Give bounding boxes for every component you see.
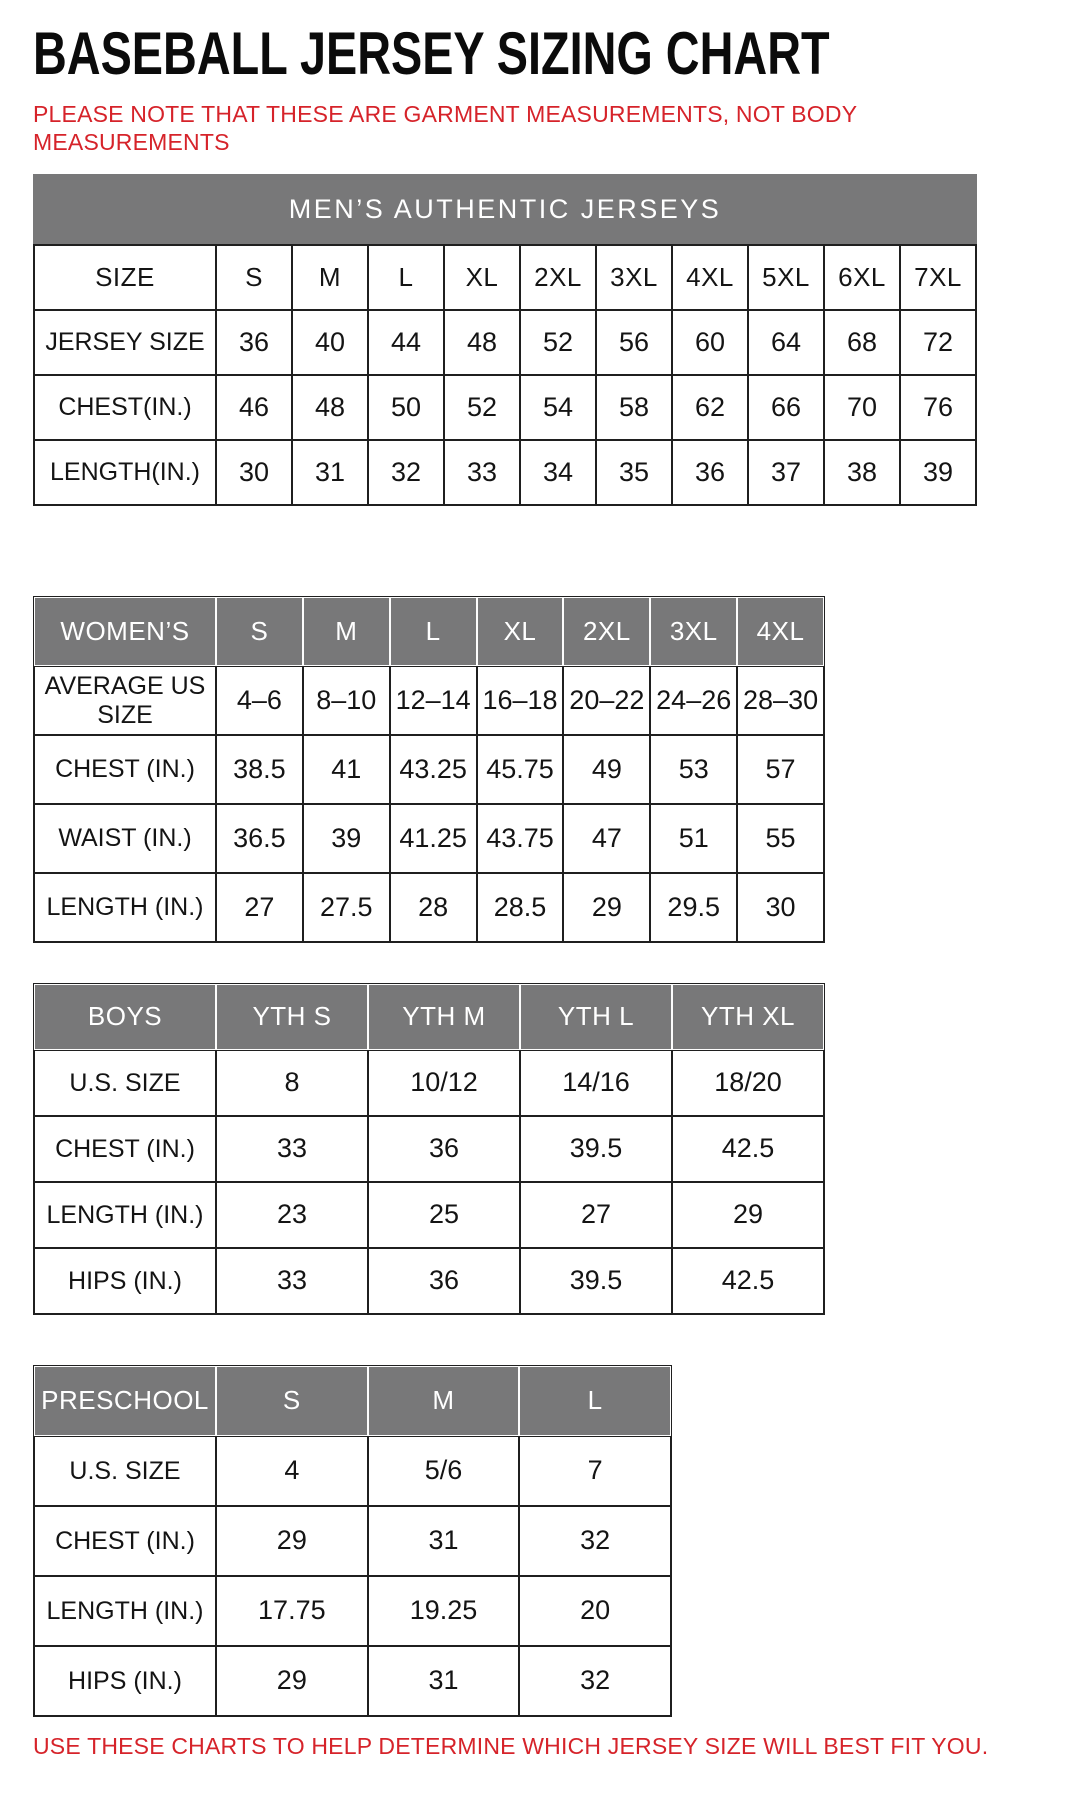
boys-value-cell: 23 xyxy=(216,1182,368,1248)
mens-sizing-table xyxy=(33,244,977,506)
womens-value-cell: 38.5 xyxy=(216,735,303,804)
preschool-value-cell: 31 xyxy=(368,1646,520,1716)
womens-column-header: 2XL xyxy=(563,597,650,666)
womens-sizing-table xyxy=(33,596,825,943)
womens-row-label: WAIST (IN.) xyxy=(34,804,216,873)
preschool-column-header: M xyxy=(368,1366,520,1436)
womens-column-header: 3XL xyxy=(650,597,737,666)
womens-value-cell: 28–30 xyxy=(737,666,824,735)
mens-value-cell: 33 xyxy=(444,440,520,505)
preschool-column-header: PRESCHOOL xyxy=(34,1366,216,1436)
womens-value-cell: 16–18 xyxy=(477,666,564,735)
preschool-value-cell: 29 xyxy=(216,1646,368,1716)
womens-value-cell: 29.5 xyxy=(650,873,737,942)
footer-note: USE THESE CHARTS TO HELP DETERMINE WHICH JERSEY SIZE WILL BEST FIT YOU. xyxy=(33,1733,989,1759)
preschool-value-cell: 31 xyxy=(368,1506,520,1576)
boys-value-cell: 36 xyxy=(368,1248,520,1314)
boys-column-header: BOYS xyxy=(34,984,216,1050)
preschool-sizing-table xyxy=(33,1365,672,1717)
womens-value-cell: 12–14 xyxy=(390,666,477,735)
womens-value-cell: 28 xyxy=(390,873,477,942)
mens-value-cell: 48 xyxy=(292,375,368,440)
womens-column-header: M xyxy=(303,597,390,666)
mens-column-header: L xyxy=(368,245,444,310)
mens-value-cell: 36 xyxy=(216,310,292,375)
womens-value-cell: 55 xyxy=(737,804,824,873)
boys-value-cell: 29 xyxy=(672,1182,824,1248)
garment-measurement-note: PLEASE NOTE THAT THESE ARE GARMENT MEASUREMENTS, NOT BODY MEASUREMENTS xyxy=(33,101,857,155)
mens-value-cell: 52 xyxy=(520,310,596,375)
mens-value-cell: 38 xyxy=(824,440,900,505)
womens-column-header: WOMEN’S xyxy=(34,597,216,666)
preschool-value-cell: 5/6 xyxy=(368,1436,520,1506)
mens-column-header: 6XL xyxy=(824,245,900,310)
boys-value-cell: 27 xyxy=(520,1182,672,1248)
womens-value-cell: 24–26 xyxy=(650,666,737,735)
womens-row-label: AVERAGE US SIZE xyxy=(34,666,216,735)
mens-value-cell: 54 xyxy=(520,375,596,440)
preschool-value-cell: 32 xyxy=(519,1506,671,1576)
mens-value-cell: 48 xyxy=(444,310,520,375)
mens-value-cell: 31 xyxy=(292,440,368,505)
mens-value-cell: 62 xyxy=(672,375,748,440)
preschool-column-header: S xyxy=(216,1366,368,1436)
womens-value-cell: 39 xyxy=(303,804,390,873)
mens-column-header: 3XL xyxy=(596,245,672,310)
mens-value-cell: 58 xyxy=(596,375,672,440)
boys-column-header: YTH XL xyxy=(672,984,824,1050)
boys-row-label: HIPS (IN.) xyxy=(34,1248,216,1314)
womens-value-cell: 20–22 xyxy=(563,666,650,735)
womens-value-cell: 43.25 xyxy=(390,735,477,804)
mens-value-cell: 66 xyxy=(748,375,824,440)
boys-value-cell: 36 xyxy=(368,1116,520,1182)
mens-column-header: S xyxy=(216,245,292,310)
mens-row-label: JERSEY SIZE xyxy=(34,310,216,375)
boys-value-cell: 42.5 xyxy=(672,1248,824,1314)
boys-column-header: YTH S xyxy=(216,984,368,1050)
womens-value-cell: 41 xyxy=(303,735,390,804)
boys-value-cell: 42.5 xyxy=(672,1116,824,1182)
womens-value-cell: 45.75 xyxy=(477,735,564,804)
preschool-value-cell: 17.75 xyxy=(216,1576,368,1646)
preschool-row-label: CHEST (IN.) xyxy=(34,1506,216,1576)
boys-value-cell: 10/12 xyxy=(368,1050,520,1116)
boys-row-label: CHEST (IN.) xyxy=(34,1116,216,1182)
preschool-column-header: L xyxy=(519,1366,671,1436)
mens-row-label: LENGTH(IN.) xyxy=(34,440,216,505)
womens-row-label: CHEST (IN.) xyxy=(34,735,216,804)
mens-value-cell: 44 xyxy=(368,310,444,375)
boys-value-cell: 14/16 xyxy=(520,1050,672,1116)
mens-value-cell: 70 xyxy=(824,375,900,440)
mens-column-header: M xyxy=(292,245,368,310)
page-title: BASEBALL JERSEY SIZING CHART xyxy=(33,20,830,87)
mens-value-cell: 50 xyxy=(368,375,444,440)
womens-value-cell: 47 xyxy=(563,804,650,873)
mens-value-cell: 37 xyxy=(748,440,824,505)
mens-value-cell: 56 xyxy=(596,310,672,375)
womens-column-header: 4XL xyxy=(737,597,824,666)
boys-value-cell: 18/20 xyxy=(672,1050,824,1116)
womens-value-cell: 27.5 xyxy=(303,873,390,942)
mens-value-cell: 72 xyxy=(900,310,976,375)
mens-value-cell: 68 xyxy=(824,310,900,375)
womens-value-cell: 36.5 xyxy=(216,804,303,873)
mens-value-cell: 34 xyxy=(520,440,596,505)
womens-value-cell: 29 xyxy=(563,873,650,942)
womens-value-cell: 49 xyxy=(563,735,650,804)
mens-table-banner: MEN’S AUTHENTIC JERSEYS xyxy=(33,174,977,244)
mens-column-header: 7XL xyxy=(900,245,976,310)
mens-value-cell: 30 xyxy=(216,440,292,505)
preschool-value-cell: 19.25 xyxy=(368,1576,520,1646)
womens-column-header: XL xyxy=(477,597,564,666)
womens-column-header: S xyxy=(216,597,303,666)
mens-value-cell: 39 xyxy=(900,440,976,505)
boys-column-header: YTH M xyxy=(368,984,520,1050)
womens-column-header: L xyxy=(390,597,477,666)
mens-value-cell: 76 xyxy=(900,375,976,440)
mens-value-cell: 64 xyxy=(748,310,824,375)
boys-row-label: U.S. SIZE xyxy=(34,1050,216,1116)
mens-column-header: 5XL xyxy=(748,245,824,310)
womens-value-cell: 8–10 xyxy=(303,666,390,735)
womens-value-cell: 57 xyxy=(737,735,824,804)
preschool-value-cell: 7 xyxy=(519,1436,671,1506)
preschool-value-cell: 32 xyxy=(519,1646,671,1716)
boys-value-cell: 33 xyxy=(216,1116,368,1182)
mens-value-cell: 52 xyxy=(444,375,520,440)
preschool-row-label: LENGTH (IN.) xyxy=(34,1576,216,1646)
boys-sizing-table xyxy=(33,983,825,1315)
preschool-value-cell: 20 xyxy=(519,1576,671,1646)
mens-value-cell: 36 xyxy=(672,440,748,505)
mens-value-cell: 32 xyxy=(368,440,444,505)
preschool-value-cell: 4 xyxy=(216,1436,368,1506)
preschool-row-label: HIPS (IN.) xyxy=(34,1646,216,1716)
boys-column-header: YTH L xyxy=(520,984,672,1050)
womens-value-cell: 51 xyxy=(650,804,737,873)
womens-value-cell: 28.5 xyxy=(477,873,564,942)
boys-value-cell: 25 xyxy=(368,1182,520,1248)
boys-row-label: LENGTH (IN.) xyxy=(34,1182,216,1248)
mens-value-cell: 40 xyxy=(292,310,368,375)
preschool-value-cell: 29 xyxy=(216,1506,368,1576)
mens-column-header: 2XL xyxy=(520,245,596,310)
womens-value-cell: 27 xyxy=(216,873,303,942)
boys-value-cell: 39.5 xyxy=(520,1248,672,1314)
womens-value-cell: 41.25 xyxy=(390,804,477,873)
boys-value-cell: 8 xyxy=(216,1050,368,1116)
mens-row-label: CHEST(IN.) xyxy=(34,375,216,440)
mens-value-cell: 35 xyxy=(596,440,672,505)
boys-value-cell: 33 xyxy=(216,1248,368,1314)
womens-value-cell: 53 xyxy=(650,735,737,804)
womens-value-cell: 30 xyxy=(737,873,824,942)
womens-row-label: LENGTH (IN.) xyxy=(34,873,216,942)
boys-value-cell: 39.5 xyxy=(520,1116,672,1182)
preschool-row-label: U.S. SIZE xyxy=(34,1436,216,1506)
mens-value-cell: 46 xyxy=(216,375,292,440)
womens-value-cell: 4–6 xyxy=(216,666,303,735)
mens-column-header: SIZE xyxy=(34,245,216,310)
womens-value-cell: 43.75 xyxy=(477,804,564,873)
mens-column-header: 4XL xyxy=(672,245,748,310)
mens-value-cell: 60 xyxy=(672,310,748,375)
mens-column-header: XL xyxy=(444,245,520,310)
